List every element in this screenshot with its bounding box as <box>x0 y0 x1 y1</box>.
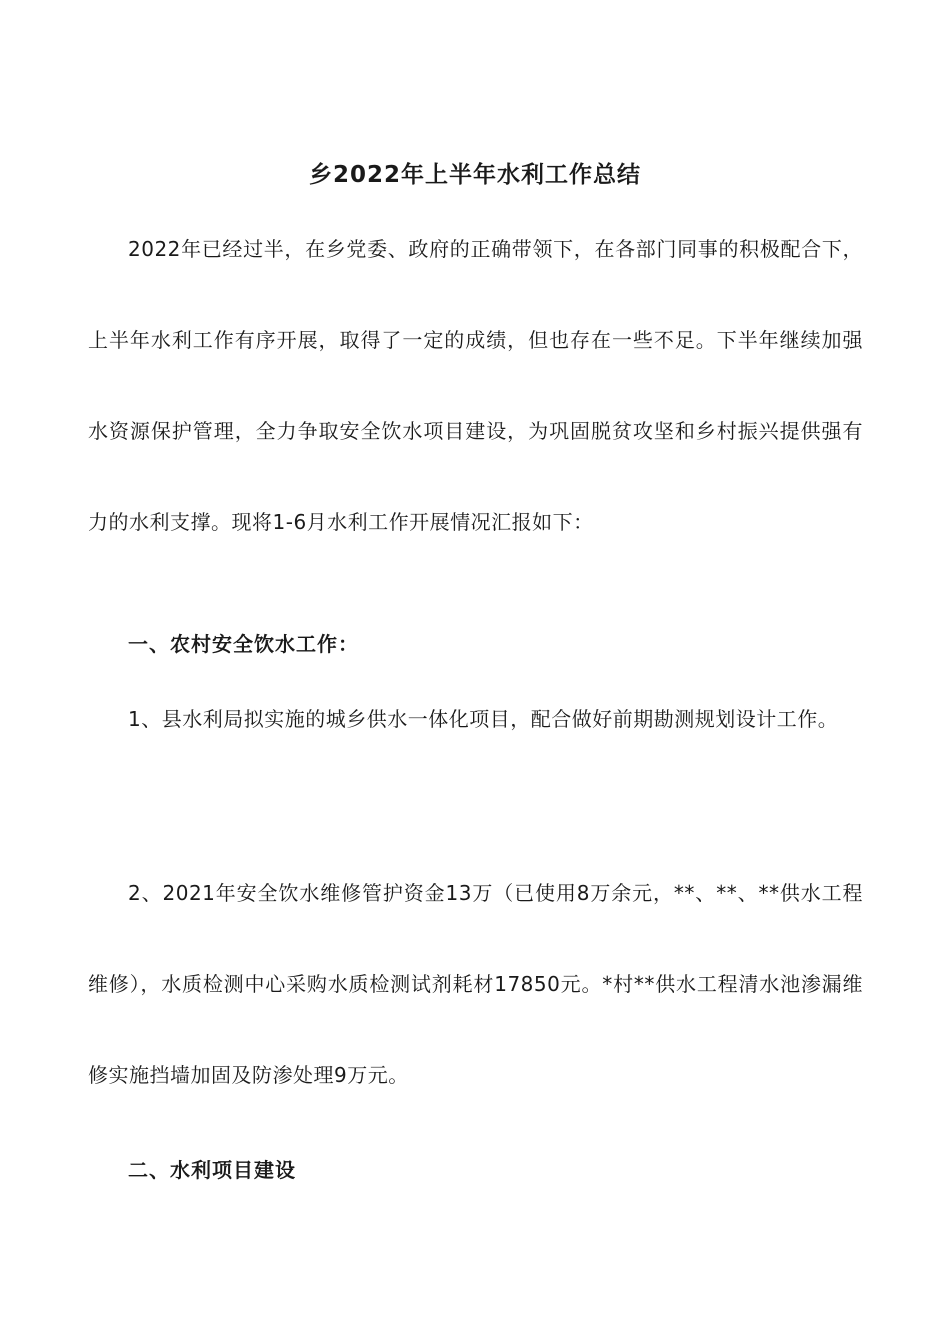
document-title: 乡2022年上半年水利工作总结 <box>308 162 641 188</box>
item-2-paragraph: 2、2021年安全饮水维修管护资金13万（已使用8万余元，**、**、**供水工程维修），水质检测中心采购水质检测试剂耗材17850元。*村**供水工程清水池渗漏维修实施挡墙加固及防渗处理9万元。 <box>88 881 863 1087</box>
item-1-paragraph: 1、县水利局拟实施的城乡供水一体化项目，配合做好前期勘测规划设计工作。 <box>128 707 839 731</box>
section-heading-rural-water: 一、农村安全饮水工作： <box>128 632 359 656</box>
intro-paragraph: 2022年已经过半，在乡党委、政府的正确带领下，在各部门同事的积极配合下，上半年水利工作有序开展，取得了一定的成绩，但也存在一些不足。下半年继续加强水资源保护管理，全力争取安全饮水项目建设，为巩固脱贫攻坚和乡村振兴提供强有力的水利支撑。现将1-6月水利工作开展情况汇报如下： <box>88 237 863 534</box>
section-heading-projects: 二、水利项目建设 <box>128 1158 296 1182</box>
